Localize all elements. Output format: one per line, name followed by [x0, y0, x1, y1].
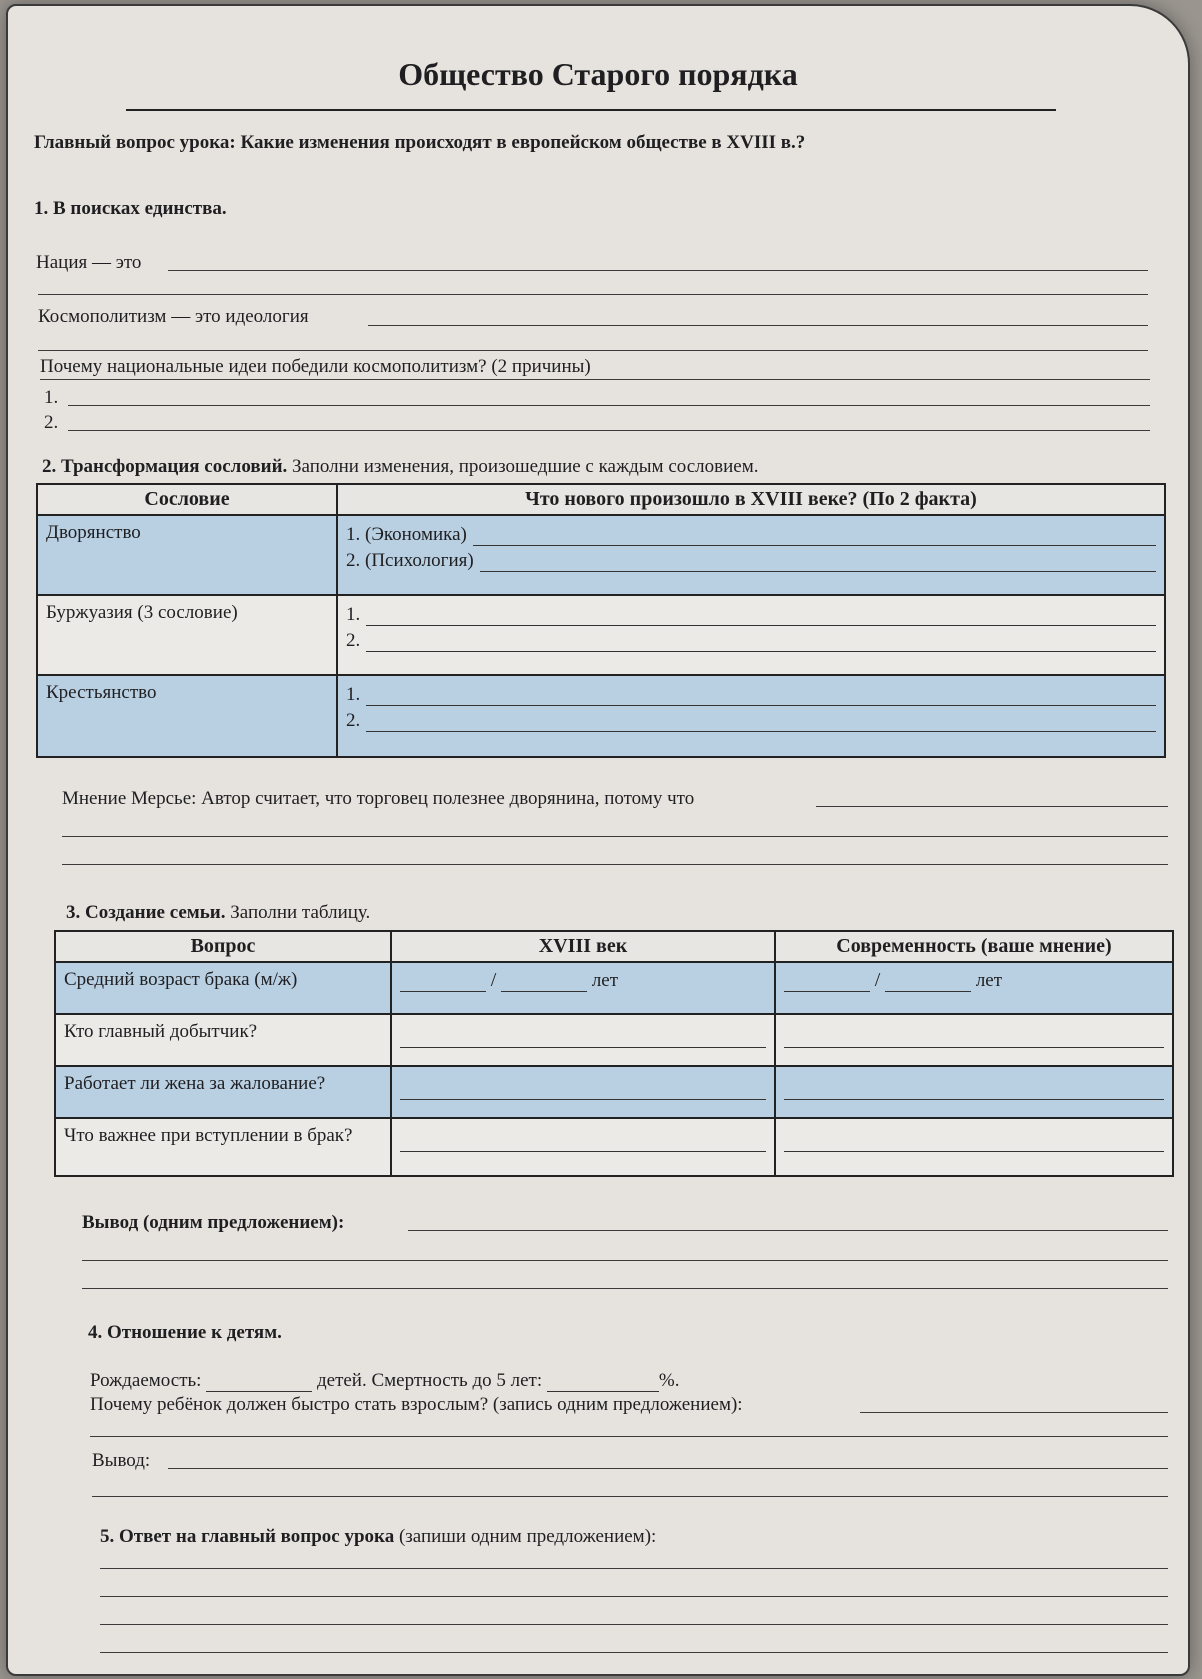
final-answer-line-2[interactable] — [100, 1596, 1168, 1597]
estates-header-estate: Сословие — [37, 484, 337, 515]
section-1-heading: 1. В поисках единства. — [34, 198, 227, 219]
reason-1-line[interactable] — [68, 405, 1150, 406]
section-3-header — [66, 902, 370, 924]
answer-line[interactable] — [400, 1079, 766, 1100]
section-3-instruction: Заполни таблицу. — [230, 902, 371, 923]
question-cell: Кто главный добытчик? — [55, 1014, 391, 1066]
final-answer-line-1[interactable] — [100, 1568, 1168, 1569]
why-grow-up-line-2[interactable] — [90, 1436, 1168, 1437]
mortality-label: детей. Смертность до 5 лет: — [316, 1370, 543, 1391]
years-label: лет — [591, 970, 619, 991]
reason-2-line[interactable] — [68, 430, 1150, 431]
family-header-question: Вопрос — [55, 931, 391, 962]
estate-name: Крестьянство — [37, 675, 337, 757]
section-5-header — [100, 1526, 656, 1548]
children-conclusion-label: Вывод: — [92, 1450, 151, 1471]
age-18th-cell — [391, 962, 775, 1014]
question-cell: Что важнее при вступлении в брак? — [55, 1118, 391, 1176]
table-row — [37, 675, 1165, 757]
reason-2-label: 2. — [44, 412, 59, 433]
fact-1-label: 1. — [346, 684, 361, 705]
female-age-blank[interactable] — [885, 975, 971, 992]
table-row — [55, 1118, 1173, 1176]
age-modern-cell — [775, 962, 1173, 1014]
section-2-header — [42, 456, 759, 478]
cosmopolitanism-answer-line-2[interactable] — [38, 350, 1148, 351]
fact-2-label: 2. (Психология) — [346, 550, 474, 571]
cosmopolitanism-answer-line[interactable] — [368, 325, 1148, 326]
section-5-heading: 5. Ответ на главный вопрос урока — [100, 1526, 395, 1547]
answer-line[interactable] — [400, 1027, 766, 1048]
why-nationalism-question: Почему национальные идеи победили космополитизм? (2 причины) — [40, 356, 591, 377]
family-conclusion-label: Вывод (одним предложением): — [82, 1212, 345, 1233]
worksheet — [6, 4, 1190, 1676]
why-nationalism-line[interactable] — [40, 379, 1150, 380]
main-question: Главный вопрос урока: Какие изменения происходят в европейском обществе в XVIII в.? — [34, 132, 806, 153]
children-conclusion-line-2[interactable] — [92, 1496, 1168, 1497]
estate-facts — [337, 595, 1165, 675]
estates-header-changes: Что нового произошло в XVIII веке? (По 2 факта) — [337, 484, 1165, 515]
mortality-blank[interactable] — [547, 1375, 659, 1392]
birthrate-blank[interactable] — [206, 1375, 312, 1392]
answer-cell — [391, 1118, 775, 1176]
mercier-opinion: Мнение Мерсье: Автор считает, что торговец полезнее дворянина, потому что — [62, 788, 695, 809]
fact-2-line[interactable] — [366, 633, 1156, 652]
slash-separator: / — [490, 969, 497, 991]
reason-1-label: 1. — [44, 387, 59, 408]
nation-answer-line[interactable] — [168, 270, 1148, 271]
birthrate-label: Рождаемость: — [90, 1370, 202, 1391]
answer-line[interactable] — [784, 1027, 1164, 1048]
estate-facts — [337, 675, 1165, 757]
section-4-heading: 4. Отношение к детям. — [88, 1322, 282, 1343]
estate-name: Дворянство — [37, 515, 337, 595]
children-conclusion-line[interactable] — [168, 1468, 1168, 1469]
cosmopolitanism-label: Космополитизм — это идеология — [38, 306, 309, 327]
family-conclusion-line-2[interactable] — [82, 1260, 1168, 1261]
answer-line[interactable] — [784, 1131, 1164, 1152]
mercier-answer-line-2[interactable] — [62, 836, 1168, 837]
female-age-blank[interactable] — [501, 975, 587, 992]
nation-answer-line-2[interactable] — [38, 294, 1148, 295]
birthrate-row — [90, 1370, 679, 1392]
table-row — [37, 515, 1165, 595]
nation-label: Нация — это — [36, 252, 142, 273]
male-age-blank[interactable] — [784, 975, 870, 992]
question-cell: Средний возраст брака (м/ж) — [55, 962, 391, 1014]
slash-separator: / — [874, 969, 881, 991]
why-grow-up-line[interactable] — [860, 1412, 1168, 1413]
male-age-blank[interactable] — [400, 975, 486, 992]
fact-2-line[interactable] — [480, 553, 1156, 572]
years-label: лет — [975, 970, 1003, 991]
final-answer-line-3[interactable] — [100, 1624, 1168, 1625]
section-3-heading: 3. Создание семьи. — [66, 902, 226, 923]
fact-1-label: 1. — [346, 604, 361, 625]
table-row — [55, 1066, 1173, 1118]
family-header-modern: Современность (ваше мнение) — [775, 931, 1173, 962]
answer-cell — [775, 1066, 1173, 1118]
section-5-note: (запиши одним предложением): — [398, 1526, 657, 1547]
page-title: Общество Старого порядка — [398, 56, 798, 92]
fact-2-label: 2. — [346, 630, 361, 651]
fact-1-line[interactable] — [473, 527, 1156, 546]
answer-cell — [391, 1066, 775, 1118]
title-underline — [126, 109, 1056, 111]
estates-table — [36, 483, 1166, 758]
family-conclusion-line-3[interactable] — [82, 1288, 1168, 1289]
percent-sign: %. — [658, 1370, 680, 1391]
answer-cell — [775, 1118, 1173, 1176]
mercier-answer-line-3[interactable] — [62, 864, 1168, 865]
fact-1-line[interactable] — [366, 687, 1156, 706]
answer-line[interactable] — [784, 1079, 1164, 1100]
final-answer-line-4[interactable] — [100, 1652, 1168, 1653]
table-row — [55, 1014, 1173, 1066]
answer-cell — [775, 1014, 1173, 1066]
mercier-answer-line[interactable] — [816, 806, 1168, 807]
family-header-18th-century: XVIII век — [391, 931, 775, 962]
fact-2-line[interactable] — [366, 713, 1156, 732]
section-2-heading: 2. Трансформация сословий. — [42, 456, 288, 477]
estate-facts — [337, 515, 1165, 595]
fact-1-label: 1. (Экономика) — [346, 524, 467, 545]
table-row — [37, 595, 1165, 675]
table-row — [55, 962, 1173, 1014]
fact-2-label: 2. — [346, 710, 361, 731]
family-table — [54, 930, 1174, 1177]
question-cell: Работает ли жена за жалование? — [55, 1066, 391, 1118]
section-2-instruction: Заполни изменения, произошедшие с каждым сословием. — [292, 456, 759, 477]
answer-line[interactable] — [400, 1131, 766, 1152]
estate-name: Буржуазия (3 сословие) — [37, 595, 337, 675]
family-conclusion-line[interactable] — [408, 1230, 1168, 1231]
answer-cell — [391, 1014, 775, 1066]
fact-1-line[interactable] — [366, 607, 1156, 626]
why-grow-up-question: Почему ребёнок должен быстро стать взрослым? (запись одним предложением): — [90, 1394, 743, 1415]
